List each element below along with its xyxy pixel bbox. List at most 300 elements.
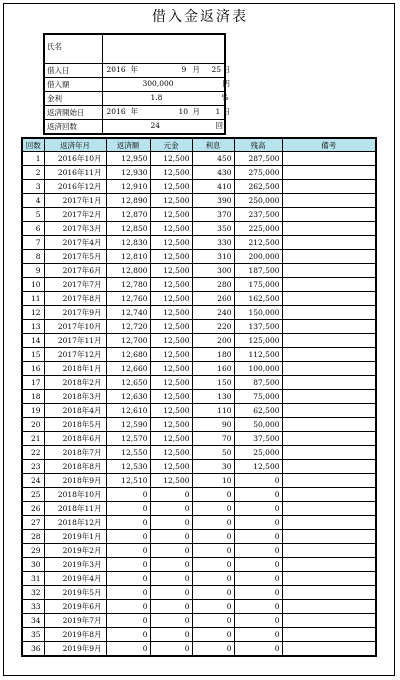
row-year-month: 2016年10月 <box>44 152 106 166</box>
table-row <box>22 432 376 446</box>
row-count: 31 <box>22 572 44 586</box>
table-row <box>22 558 376 572</box>
row-year-month: 2019年5月 <box>44 586 106 600</box>
row-balance: 0 <box>234 600 282 614</box>
row-balance: 262,500 <box>234 180 282 194</box>
row-balance: 187,500 <box>234 264 282 278</box>
header-remarks: 備考 <box>282 138 376 152</box>
row-balance: 275,000 <box>234 166 282 180</box>
table-row <box>22 502 376 516</box>
row-count: 14 <box>22 334 44 348</box>
amount-unit: 円 <box>222 79 231 88</box>
table-row <box>22 292 376 306</box>
table-row <box>22 642 376 657</box>
row-year-month: 2019年1月 <box>44 530 106 544</box>
row-count: 16 <box>22 362 44 376</box>
row-interest: 200 <box>192 334 234 348</box>
row-remarks <box>282 348 376 362</box>
table-row <box>22 166 376 180</box>
row-remarks <box>282 432 376 446</box>
row-year-month: 2018年5月 <box>44 418 106 432</box>
row-payment: 12,740 <box>106 306 150 320</box>
row-principal: 12,500 <box>150 236 192 250</box>
row-balance: 0 <box>234 642 282 657</box>
row-principal: 0 <box>150 488 192 502</box>
table-row <box>22 586 376 600</box>
row-payment: 12,890 <box>106 194 150 208</box>
table-row <box>22 222 376 236</box>
repayment-table <box>21 137 377 657</box>
row-payment: 0 <box>106 642 150 657</box>
row-principal: 12,500 <box>150 152 192 166</box>
row-year-month: 2017年1月 <box>44 194 106 208</box>
row-payment: 12,630 <box>106 390 150 404</box>
row-remarks <box>282 180 376 194</box>
start-day-unit: 日 <box>222 107 231 116</box>
row-balance: 37,500 <box>234 432 282 446</box>
row-payment: 0 <box>106 530 150 544</box>
row-interest: 370 <box>192 208 234 222</box>
row-remarks <box>282 236 376 250</box>
table-row <box>22 208 376 222</box>
table-row <box>22 530 376 544</box>
row-interest: 70 <box>192 432 234 446</box>
row-interest: 390 <box>192 194 234 208</box>
header-payment: 返済額 <box>106 138 150 152</box>
row-count: 21 <box>22 432 44 446</box>
start-month-unit: 月 <box>192 107 201 116</box>
row-interest: 330 <box>192 236 234 250</box>
row-payment: 12,780 <box>106 278 150 292</box>
table-row <box>22 516 376 530</box>
header-balance: 残高 <box>234 138 282 152</box>
row-interest: 90 <box>192 418 234 432</box>
row-count: 23 <box>22 460 44 474</box>
row-year-month: 2019年9月 <box>44 642 106 657</box>
row-balance: 0 <box>234 558 282 572</box>
row-interest: 430 <box>192 166 234 180</box>
row-remarks <box>282 488 376 502</box>
row-remarks <box>282 306 376 320</box>
row-payment: 12,950 <box>106 152 150 166</box>
row-principal: 0 <box>150 558 192 572</box>
row-interest: 10 <box>192 474 234 488</box>
amount-value-cell <box>102 78 231 92</box>
row-payment: 0 <box>106 544 150 558</box>
row-year-month: 2016年12月 <box>44 180 106 194</box>
row-year-month: 2019年7月 <box>44 614 106 628</box>
rate-label: 金利 <box>44 92 102 106</box>
row-count: 30 <box>22 558 44 572</box>
row-payment: 12,810 <box>106 250 150 264</box>
row-balance: 212,500 <box>234 236 282 250</box>
row-principal: 12,500 <box>150 432 192 446</box>
row-principal: 12,500 <box>150 446 192 460</box>
row-principal: 12,500 <box>150 250 192 264</box>
row-remarks <box>282 572 376 586</box>
row-count: 2 <box>22 166 44 180</box>
row-balance: 287,500 <box>234 152 282 166</box>
row-year-month: 2019年4月 <box>44 572 106 586</box>
row-interest: 410 <box>192 180 234 194</box>
row-balance: 225,000 <box>234 222 282 236</box>
row-payment: 12,830 <box>106 236 150 250</box>
row-count: 18 <box>22 390 44 404</box>
count-value: 24 <box>150 121 161 130</box>
row-remarks <box>282 614 376 628</box>
borrow-year: 2016 <box>106 65 126 74</box>
row-payment: 0 <box>106 502 150 516</box>
row-remarks <box>282 558 376 572</box>
table-row <box>22 348 376 362</box>
row-remarks <box>282 502 376 516</box>
row-payment: 12,800 <box>106 264 150 278</box>
row-interest: 450 <box>192 152 234 166</box>
row-remarks <box>282 208 376 222</box>
row-principal: 0 <box>150 600 192 614</box>
row-principal: 0 <box>150 628 192 642</box>
row-principal: 0 <box>150 544 192 558</box>
row-payment: 12,700 <box>106 334 150 348</box>
rate-value-cell <box>102 92 229 106</box>
table-row <box>22 614 376 628</box>
count-value-cell <box>102 120 225 135</box>
row-principal: 12,500 <box>150 306 192 320</box>
row-interest: 240 <box>192 306 234 320</box>
row-year-month: 2019年6月 <box>44 600 106 614</box>
row-year-month: 2018年8月 <box>44 460 106 474</box>
row-count: 11 <box>22 292 44 306</box>
table-row <box>22 474 376 488</box>
row-remarks <box>282 642 376 657</box>
row-count: 26 <box>22 502 44 516</box>
row-payment: 12,510 <box>106 474 150 488</box>
count-label: 返済回数 <box>44 120 102 135</box>
table-row <box>22 306 376 320</box>
row-count: 9 <box>22 264 44 278</box>
table-row <box>22 376 376 390</box>
row-remarks <box>282 628 376 642</box>
repayment-header-row <box>22 138 376 152</box>
info-row-rate <box>44 92 225 106</box>
row-payment: 12,870 <box>106 208 150 222</box>
row-balance: 0 <box>234 516 282 530</box>
row-interest: 150 <box>192 376 234 390</box>
row-year-month: 2019年3月 <box>44 558 106 572</box>
table-row <box>22 544 376 558</box>
row-remarks <box>282 320 376 334</box>
row-payment: 0 <box>106 600 150 614</box>
row-count: 29 <box>22 544 44 558</box>
row-payment: 0 <box>106 614 150 628</box>
row-count: 27 <box>22 516 44 530</box>
row-interest: 0 <box>192 586 234 600</box>
borrow-day: 25 <box>211 65 222 74</box>
row-year-month: 2017年10月 <box>44 320 106 334</box>
row-balance: 50,000 <box>234 418 282 432</box>
row-balance: 0 <box>234 474 282 488</box>
row-payment: 0 <box>106 586 150 600</box>
row-year-month: 2019年8月 <box>44 628 106 642</box>
start-year-unit: 年 <box>130 107 139 116</box>
borrow-day-unit: 日 <box>222 65 231 74</box>
row-interest: 0 <box>192 558 234 572</box>
row-remarks <box>282 530 376 544</box>
borrow-month: 9 <box>181 65 187 74</box>
row-year-month: 2017年9月 <box>44 306 106 320</box>
row-interest: 0 <box>192 572 234 586</box>
row-interest: 30 <box>192 460 234 474</box>
row-count: 34 <box>22 614 44 628</box>
row-payment: 12,590 <box>106 418 150 432</box>
row-year-month: 2017年4月 <box>44 236 106 250</box>
row-balance: 0 <box>234 586 282 600</box>
row-interest: 0 <box>192 516 234 530</box>
row-year-month: 2017年8月 <box>44 292 106 306</box>
table-row <box>22 152 376 166</box>
row-count: 8 <box>22 250 44 264</box>
row-year-month: 2017年5月 <box>44 250 106 264</box>
row-remarks <box>282 362 376 376</box>
row-count: 15 <box>22 348 44 362</box>
row-interest: 0 <box>192 502 234 516</box>
row-principal: 0 <box>150 642 192 657</box>
name-value <box>102 34 225 64</box>
row-principal: 12,500 <box>150 292 192 306</box>
table-row <box>22 250 376 264</box>
row-interest: 0 <box>192 642 234 657</box>
row-count: 3 <box>22 180 44 194</box>
amount-label: 借入額 <box>44 78 102 92</box>
row-interest: 310 <box>192 250 234 264</box>
row-principal: 0 <box>150 572 192 586</box>
row-count: 24 <box>22 474 44 488</box>
row-payment: 12,660 <box>106 362 150 376</box>
row-payment: 12,910 <box>106 180 150 194</box>
row-count: 19 <box>22 404 44 418</box>
row-remarks <box>282 334 376 348</box>
row-remarks <box>282 404 376 418</box>
row-count: 12 <box>22 306 44 320</box>
header-year-month: 返済年月 <box>44 138 106 152</box>
start-date-label: 返済開始日 <box>44 106 102 120</box>
row-year-month: 2018年4月 <box>44 404 106 418</box>
row-remarks <box>282 250 376 264</box>
row-count: 22 <box>22 446 44 460</box>
row-payment: 12,930 <box>106 166 150 180</box>
row-year-month: 2017年6月 <box>44 264 106 278</box>
row-payment: 0 <box>106 516 150 530</box>
table-row <box>22 418 376 432</box>
row-count: 36 <box>22 642 44 657</box>
row-year-month: 2018年7月 <box>44 446 106 460</box>
borrow-year-unit: 年 <box>130 65 139 74</box>
row-balance: 87,500 <box>234 376 282 390</box>
row-remarks <box>282 460 376 474</box>
row-balance: 62,500 <box>234 404 282 418</box>
row-payment: 12,570 <box>106 432 150 446</box>
table-row <box>22 180 376 194</box>
row-remarks <box>282 446 376 460</box>
row-remarks <box>282 292 376 306</box>
row-interest: 280 <box>192 278 234 292</box>
row-principal: 12,500 <box>150 348 192 362</box>
row-payment: 12,720 <box>106 320 150 334</box>
info-row-amount <box>44 78 225 92</box>
info-row-name <box>44 34 225 64</box>
row-balance: 150,000 <box>234 306 282 320</box>
row-principal: 0 <box>150 502 192 516</box>
row-year-month: 2019年2月 <box>44 544 106 558</box>
row-remarks <box>282 516 376 530</box>
row-year-month: 2017年7月 <box>44 278 106 292</box>
info-row-start-date <box>44 106 225 120</box>
row-balance: 162,500 <box>234 292 282 306</box>
row-year-month: 2018年12月 <box>44 516 106 530</box>
table-row <box>22 236 376 250</box>
table-row <box>22 390 376 404</box>
row-payment: 12,850 <box>106 222 150 236</box>
row-payment: 12,760 <box>106 292 150 306</box>
row-balance: 0 <box>234 628 282 642</box>
row-payment: 12,530 <box>106 460 150 474</box>
row-balance: 112,500 <box>234 348 282 362</box>
row-year-month: 2018年11月 <box>44 502 106 516</box>
row-remarks <box>282 418 376 432</box>
row-count: 17 <box>22 376 44 390</box>
header-interest: 利息 <box>192 138 234 152</box>
row-balance: 0 <box>234 502 282 516</box>
table-row <box>22 628 376 642</box>
row-balance: 200,000 <box>234 250 282 264</box>
row-interest: 110 <box>192 404 234 418</box>
row-principal: 0 <box>150 614 192 628</box>
count-unit: 回 <box>215 121 224 130</box>
repayment-body <box>22 152 376 657</box>
row-balance: 0 <box>234 614 282 628</box>
row-balance: 12,500 <box>234 460 282 474</box>
row-balance: 100,000 <box>234 362 282 376</box>
row-payment: 12,550 <box>106 446 150 460</box>
amount-value: 300,000 <box>142 79 174 88</box>
header-principal: 元金 <box>150 138 192 152</box>
row-remarks <box>282 390 376 404</box>
row-interest: 0 <box>192 628 234 642</box>
row-principal: 12,500 <box>150 180 192 194</box>
row-year-month: 2018年3月 <box>44 390 106 404</box>
table-row <box>22 572 376 586</box>
row-remarks <box>282 152 376 166</box>
borrow-month-unit: 月 <box>192 65 201 74</box>
row-count: 20 <box>22 418 44 432</box>
row-interest: 220 <box>192 320 234 334</box>
row-balance: 75,000 <box>234 390 282 404</box>
loan-info-table <box>43 33 231 135</box>
table-row <box>22 404 376 418</box>
row-count: 32 <box>22 586 44 600</box>
table-row <box>22 600 376 614</box>
row-payment: 0 <box>106 558 150 572</box>
row-interest: 0 <box>192 600 234 614</box>
row-remarks <box>282 264 376 278</box>
row-year-month: 2018年10月 <box>44 488 106 502</box>
row-interest: 0 <box>192 614 234 628</box>
borrow-date-label: 借入日 <box>44 64 102 78</box>
row-principal: 12,500 <box>150 390 192 404</box>
table-row <box>22 488 376 502</box>
row-interest: 50 <box>192 446 234 460</box>
row-year-month: 2018年1月 <box>44 362 106 376</box>
row-balance: 250,000 <box>234 194 282 208</box>
header-count: 回数 <box>22 138 44 152</box>
row-remarks <box>282 544 376 558</box>
row-principal: 12,500 <box>150 166 192 180</box>
row-interest: 0 <box>192 488 234 502</box>
rate-value: 1.8 <box>150 93 163 102</box>
row-remarks <box>282 278 376 292</box>
table-row <box>22 362 376 376</box>
row-remarks <box>282 376 376 390</box>
row-principal: 12,500 <box>150 334 192 348</box>
row-payment: 12,650 <box>106 376 150 390</box>
table-row <box>22 446 376 460</box>
row-year-month: 2016年11月 <box>44 166 106 180</box>
row-balance: 25,000 <box>234 446 282 460</box>
row-remarks <box>282 600 376 614</box>
row-count: 1 <box>22 152 44 166</box>
row-balance: 0 <box>234 572 282 586</box>
table-row <box>22 334 376 348</box>
row-count: 13 <box>22 320 44 334</box>
row-payment: 0 <box>106 488 150 502</box>
row-year-month: 2017年2月 <box>44 208 106 222</box>
row-remarks <box>282 222 376 236</box>
table-row <box>22 278 376 292</box>
row-year-month: 2018年2月 <box>44 376 106 390</box>
row-count: 4 <box>22 194 44 208</box>
row-principal: 12,500 <box>150 418 192 432</box>
row-principal: 0 <box>150 586 192 600</box>
row-principal: 12,500 <box>150 376 192 390</box>
row-principal: 12,500 <box>150 194 192 208</box>
row-count: 6 <box>22 222 44 236</box>
borrow-date-value <box>102 64 231 78</box>
table-row <box>22 320 376 334</box>
info-row-count <box>44 120 225 135</box>
row-year-month: 2017年11月 <box>44 334 106 348</box>
row-principal: 12,500 <box>150 222 192 236</box>
row-interest: 130 <box>192 390 234 404</box>
row-payment: 12,680 <box>106 348 150 362</box>
row-remarks <box>282 586 376 600</box>
row-interest: 0 <box>192 544 234 558</box>
table-row <box>22 264 376 278</box>
row-principal: 12,500 <box>150 208 192 222</box>
row-principal: 12,500 <box>150 320 192 334</box>
row-count: 35 <box>22 628 44 642</box>
info-row-borrow-date <box>44 64 225 78</box>
row-payment: 0 <box>106 628 150 642</box>
row-interest: 0 <box>192 530 234 544</box>
name-label: 氏名 <box>44 34 102 64</box>
row-remarks <box>282 474 376 488</box>
start-date-value <box>102 106 231 120</box>
row-principal: 12,500 <box>150 474 192 488</box>
row-balance: 0 <box>234 488 282 502</box>
row-count: 10 <box>22 278 44 292</box>
row-balance: 0 <box>234 544 282 558</box>
table-row <box>22 194 376 208</box>
